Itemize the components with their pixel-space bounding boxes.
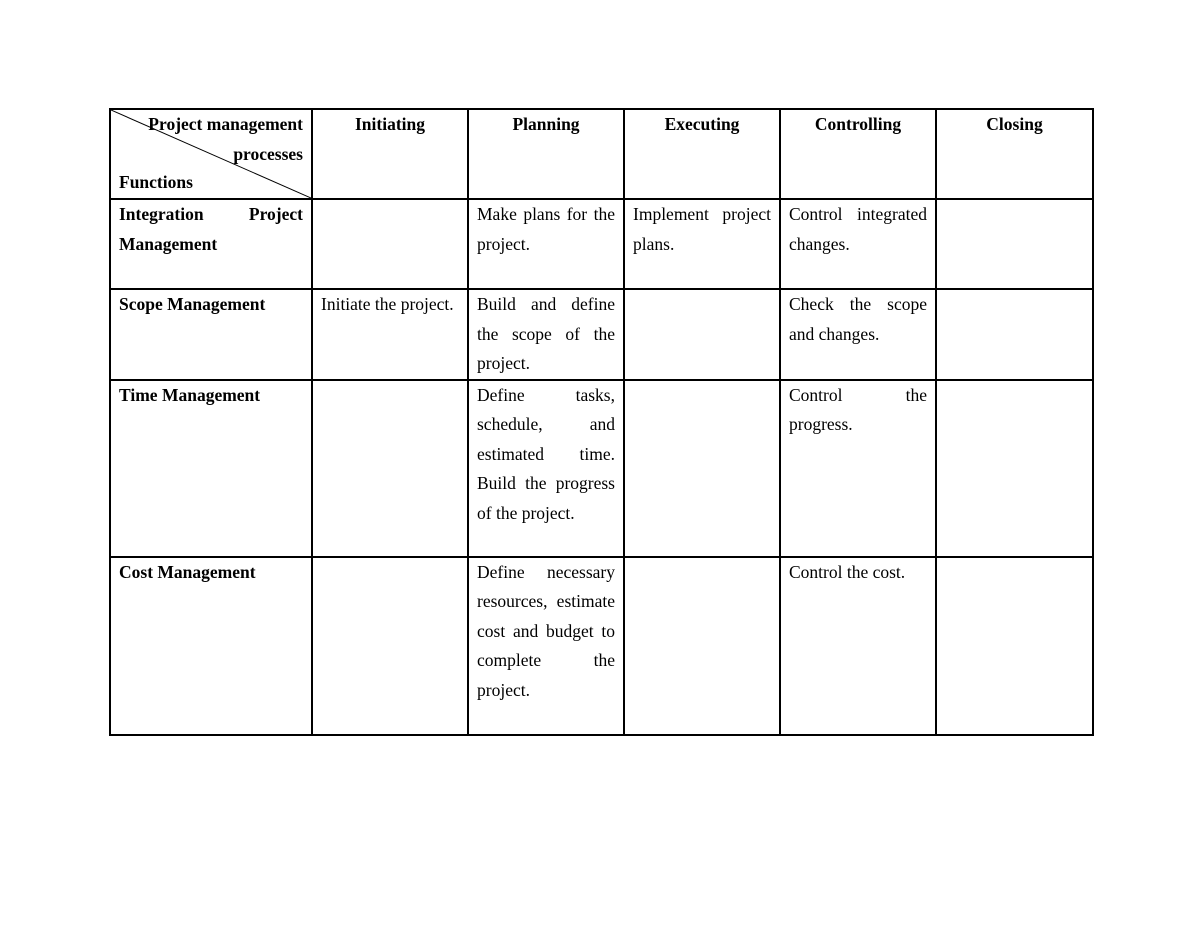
corner-processes-line1: Project management (148, 114, 303, 134)
column-header-executing: Executing (624, 109, 780, 199)
cell-initiating (312, 199, 468, 289)
row-header-integration: Integration Project Management (110, 199, 312, 289)
cell-planning: Define tasks, schedule, and estimated time. Build the progress of the project. (468, 380, 624, 557)
cell-initiating: Initiate the project. (312, 289, 468, 380)
cell-closing (936, 557, 1093, 735)
cell-controlling: Control the progress. (780, 380, 936, 557)
table-row (110, 199, 1093, 289)
corner-top-label (148, 110, 303, 169)
corner-processes-line2: processes (233, 143, 303, 164)
project-management-table (109, 108, 1094, 736)
cell-executing (624, 289, 780, 380)
cell-closing (936, 289, 1093, 380)
cell-controlling: Control the cost. (780, 557, 936, 735)
table-header-row (110, 109, 1093, 199)
cell-planning: Define necessary resources, estimate cost and budget to complete the project. (468, 557, 624, 735)
cell-closing (936, 380, 1093, 557)
table-row (110, 557, 1093, 735)
cell-executing (624, 557, 780, 735)
row-header-cost: Cost Management (110, 557, 312, 735)
column-header-closing: Closing (936, 109, 1093, 199)
column-header-planning: Planning (468, 109, 624, 199)
column-header-initiating: Initiating (312, 109, 468, 199)
row-header-scope: Scope Management (110, 289, 312, 380)
cell-initiating (312, 557, 468, 735)
corner-header-cell (110, 109, 312, 199)
cell-initiating (312, 380, 468, 557)
cell-closing (936, 199, 1093, 289)
cell-planning: Build and define the scope of the project. (468, 289, 624, 380)
cell-executing (624, 380, 780, 557)
row-header-time: Time Management (110, 380, 312, 557)
cell-controlling: Control integrated changes. (780, 199, 936, 289)
cell-controlling: Check the scope and changes. (780, 289, 936, 380)
corner-functions-label: Functions (119, 171, 193, 192)
cell-executing: Implement project plans. (624, 199, 780, 289)
table-row (110, 380, 1093, 557)
cell-planning: Make plans for the project. (468, 199, 624, 289)
table-row (110, 289, 1093, 380)
column-header-controlling: Controlling (780, 109, 936, 199)
